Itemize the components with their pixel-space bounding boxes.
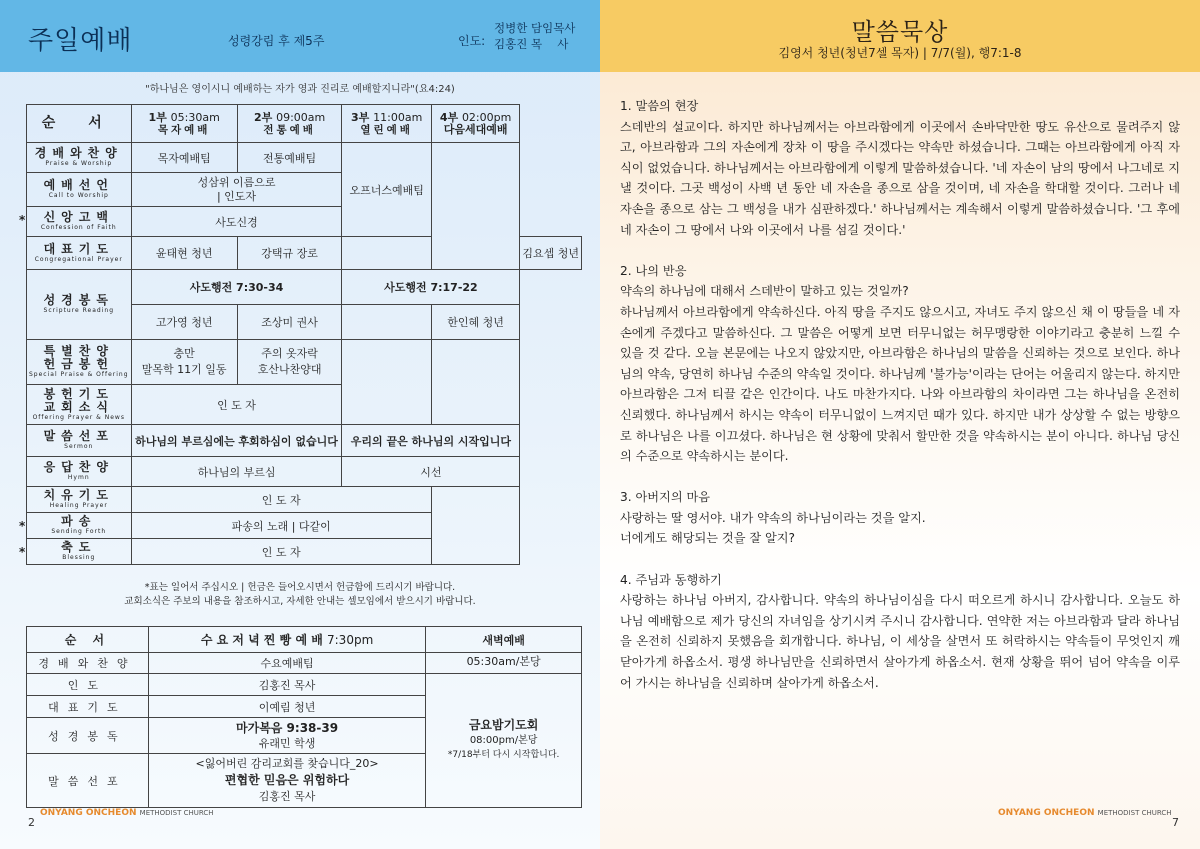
cell xyxy=(342,237,431,270)
table-header-row xyxy=(27,105,582,143)
page-number: 7 xyxy=(1172,816,1179,829)
row-label: 말씀선포 xyxy=(27,754,149,808)
cell: 사도신경 xyxy=(131,207,342,237)
cell xyxy=(431,340,520,425)
paragraph: 1. 말씀의 현장 xyxy=(620,99,699,113)
page-subtitle: 성령강림 후 제5주 xyxy=(228,34,325,48)
cell: 시선 xyxy=(342,457,520,487)
friday-title: 금요밤기도회 xyxy=(468,718,539,732)
row-label: 성경봉독 Scripture Reading xyxy=(27,270,132,340)
row-label: 말씀선포 Sermon xyxy=(27,425,132,457)
note-line: *표는 일어서 주십시오 | 헌금은 들어오시면서 헌금함에 드리시기 바랍니다. xyxy=(144,582,456,593)
paragraph: 약속의 하나님에 대해서 스데반이 말하고 있는 것일까? xyxy=(620,284,909,299)
row-label: 경배와찬양 Praise & Worship xyxy=(27,143,132,173)
church-footer: ONYANG ONCHEON METHODIST CHURCH xyxy=(998,808,1172,818)
paragraph-gap xyxy=(620,240,1180,261)
cell: 전통예배팀 xyxy=(237,143,342,173)
row-label: 성경봉독 xyxy=(27,718,149,754)
cell: 강택규 장로 xyxy=(237,237,342,270)
cell xyxy=(431,143,520,270)
sunday-order-table xyxy=(19,104,582,565)
page-title: 주일예배 xyxy=(28,26,133,56)
table-row xyxy=(27,340,582,385)
meditation-subtitle: 김영서 청년(청년7셀 목자) | 7/7(월), 행7:1-8 xyxy=(778,46,1022,60)
wednesday-title: 수 요 저 녁 찐 빵 예 배 7:30pm xyxy=(148,627,425,653)
cell: 충만 말목학 11기 일동 xyxy=(131,340,237,385)
preacher-names xyxy=(494,20,575,52)
church-footer: ONYANG ONCHEON METHODIST CHURCH xyxy=(40,808,214,818)
cell: 목자예배팀 xyxy=(131,143,237,173)
cell: 김요셉 청년 xyxy=(520,237,582,270)
table-row xyxy=(27,457,582,487)
wednesday-table xyxy=(26,626,582,808)
paragraph-gap xyxy=(620,549,1180,570)
cell: 인 도 자 xyxy=(131,487,431,513)
table-row xyxy=(27,425,582,457)
page-number: 2 xyxy=(28,816,35,829)
row-label: 대표기도 Congregational Prayer xyxy=(27,237,132,270)
row-label: * 파송 Sending Forth xyxy=(27,513,132,539)
cell: 수요예배팀 xyxy=(148,653,425,674)
theme-verse: "하나님은 영이시니 예배하는 자가 영과 진리로 예배할지니라"(요4:24) xyxy=(145,84,455,95)
right-page xyxy=(600,0,1200,849)
row-label: 응답찬양 Hymn xyxy=(27,457,132,487)
row-label: 특별찬양 헌금봉헌 Special Praise & Offering xyxy=(27,340,132,385)
cell: 인 도 자 xyxy=(131,385,342,425)
table-row xyxy=(27,487,582,513)
row-label: 경배와찬양 xyxy=(27,653,149,674)
order-header: 순 서 xyxy=(27,105,132,143)
cell xyxy=(342,340,431,425)
service-4-header: 4부 02:00pm 다음세대예배 xyxy=(431,105,520,143)
paragraph: 3. 아버지의 마음 xyxy=(620,490,711,505)
cell: <잃어버린 감리교회를 찾습니다_20> 편협한 믿음은 위험하다 김홍진 목사 xyxy=(148,754,425,808)
right-header xyxy=(600,0,1200,72)
note-line: 교회소식은 주보의 내용을 참조하시고, 자세한 안내는 셀모임에서 받으시기 바랍니다. xyxy=(124,596,476,607)
table-row xyxy=(27,270,582,305)
friday-prayer-cell xyxy=(426,674,582,808)
cell: 고가영 청년 xyxy=(131,305,237,340)
preacher-name: 정병한 담임목사 xyxy=(494,21,576,35)
friday-time: 08:00pm/본당 xyxy=(469,735,538,746)
row-label: 치유기도 Healing Prayer xyxy=(27,487,132,513)
row-label: * 신앙고백 Confession of Faith xyxy=(27,207,132,237)
paragraph: 4. 주님과 동행하기 xyxy=(620,572,722,587)
row-label: 대표기도 xyxy=(27,696,149,718)
cell: 김홍진 목사 xyxy=(148,674,425,696)
cell: 사도행전 7:30-34 xyxy=(131,270,342,305)
cell: 마가복음 9:38-39 유래민 학생 xyxy=(148,718,425,754)
cell: 조상미 권사 xyxy=(237,305,342,340)
cell: 하나님의 부르심에는 후회하심이 없습니다 xyxy=(131,425,342,457)
paragraph: 스데반의 설교이다. 하지만 하나님께서는 아브라함에게 이곳에서 손바닥만한 땅도 유산으로 물려주지 않고, 아브라함과 그의 자손에게 장차 이 땅을 주시겠다는 약속만 하셨습니다. 그때는 아브라함에게 아직 자식이 없었습니다. 하나님께서는 아브라함에게 이렇게 말씀하셨습니다. '네 자손이 남의 땅에서 나그네로 지낼 것이다. 그곳 백성이 사백 년 동안 네 자손을 종으로 삼을 것이며, 네 자손을 학대할 것이다. 그러나 네 자손을 종으로 삼는 그 백성을 내가 심판하겠다.' 하나님께서는 계속해서 이렇게 말씀하셨습니다. '그 후에 네 자손이 그 땅에서 나와 이곳에서 나를 섬길 것이다.' xyxy=(620,119,1180,237)
preacher-name: 김홍진 목 사 xyxy=(494,37,569,51)
table-row xyxy=(27,674,582,696)
row-label: * 축도 Blessing xyxy=(27,539,132,565)
cell: 주의 옷자락 호산나찬양대 xyxy=(237,340,342,385)
left-header xyxy=(0,0,600,72)
cell: 한인혜 청년 xyxy=(431,305,520,340)
table-row xyxy=(27,143,582,173)
friday-note: *7/18부터 다시 시작합니다. xyxy=(447,750,560,760)
order-header: 순 서 xyxy=(27,627,149,653)
dawn-time: 05:30am/본당 xyxy=(426,653,582,674)
preacher-label: 인도: xyxy=(458,34,486,48)
service-2-header: 2부 09:00am 전통예배 xyxy=(237,105,342,143)
cell: 이예림 청년 xyxy=(148,696,425,718)
paragraph: 하나님께서 아브라함에게 약속하신다. 아직 땅을 주지도 않으시고, 자녀도 주지 않으신 채 이 땅들을 네 자손에게 주겠다고 말씀하신다. 그 말씀은 어떻게 보면 터무니없는 허무맹랑한 이야기라고 충분히 느낄 수 있을 것 같다. 오늘 본문에는 나오지 않았지만, 아브라함은 하나님의 말씀을 신뢰하는 것으로 보인다. 하나님의 약속, 당연히 하나님 수준의 약속일 것이다. 하나님께 '불가능'이라는 단어는 어울리지 않는다. 하지만 아브라함은 그저 티끌 같은 인간이다. 나도 마찬가지다. 나와 아브라함의 차이라면 그는 하나님을 온전히 신뢰했다. 하나님께서 하시는 약속이 터무니없이 느껴지던 때가 있다. 하지만 내가 상상할 수 없는 방향으로 하나님은 나를 이끄셨다. 하나님은 현 상황에 맞춰서 할만한 것을 약속하시는 분이 아니다. 하나님 당신의 수준으로 약속하시는 분이다. xyxy=(620,304,1180,464)
cell: 성삼위 이름으로 | 인도자 xyxy=(131,173,342,207)
bulletin-notes xyxy=(0,581,600,609)
meditation-title: 말씀묵상 xyxy=(851,18,949,46)
meditation-body xyxy=(620,96,1180,693)
cell: 윤태현 청년 xyxy=(131,237,237,270)
cell: 우리의 끝은 하나님의 시작입니다 xyxy=(342,425,520,457)
table-row xyxy=(27,653,582,674)
dawn-title: 새벽예배 xyxy=(426,627,582,653)
paragraph: 사랑하는 딸 영서야. 내가 약속의 하나님이라는 것을 알지. xyxy=(620,510,926,525)
paragraph: 사랑하는 하나님 아버지, 감사합니다. 약속의 하나님이심을 다시 떠오르게 하시니 감사합니다. 오늘도 하나님 예배함으로 제가 당신의 자녀임을 상기시켜 주시니 감사합니다. 연약한 저는 아브라함과 달라 하나님을 온전히 신뢰하지 못했음을 회개합니다. 하나님, 이 세상을 살면서 또 허락하시는 약속들이 무엇인지 깨닫아가게 하옵소서. 평생 하나님만을 신뢰하면서 살아가게 하옵소서. 현재 상황을 뛰어 넘어 약속을 이루어 가시는 하나님을 신뢰하며 살아가게 하옵소서. xyxy=(620,593,1180,690)
service-3-header: 3부 11:00am 열린예배 xyxy=(342,105,431,143)
row-label: 봉헌기도 교회소식 Offering Prayer & News xyxy=(27,385,132,425)
row-label: 예배선언 Call to Worship xyxy=(27,173,132,207)
service-1-header: 1부 05:30am 목자예배 xyxy=(131,105,237,143)
paragraph-gap xyxy=(620,467,1180,488)
cell: 사도행전 7:17-22 xyxy=(342,270,520,305)
paragraph: 너에게도 해당되는 것을 잘 알지? xyxy=(620,531,796,546)
row-label: 인도 xyxy=(27,674,149,696)
cell xyxy=(342,305,431,340)
cell: 인 도 자 xyxy=(131,539,431,565)
cell xyxy=(431,487,520,565)
cell: 하나님의 부르심 xyxy=(131,457,342,487)
cell: 오프너스예배팀 xyxy=(342,143,431,237)
cell: 파송의 노래 | 다같이 xyxy=(131,513,431,539)
table-header-row xyxy=(27,627,582,653)
paragraph: 2. 나의 반응 xyxy=(620,263,687,278)
